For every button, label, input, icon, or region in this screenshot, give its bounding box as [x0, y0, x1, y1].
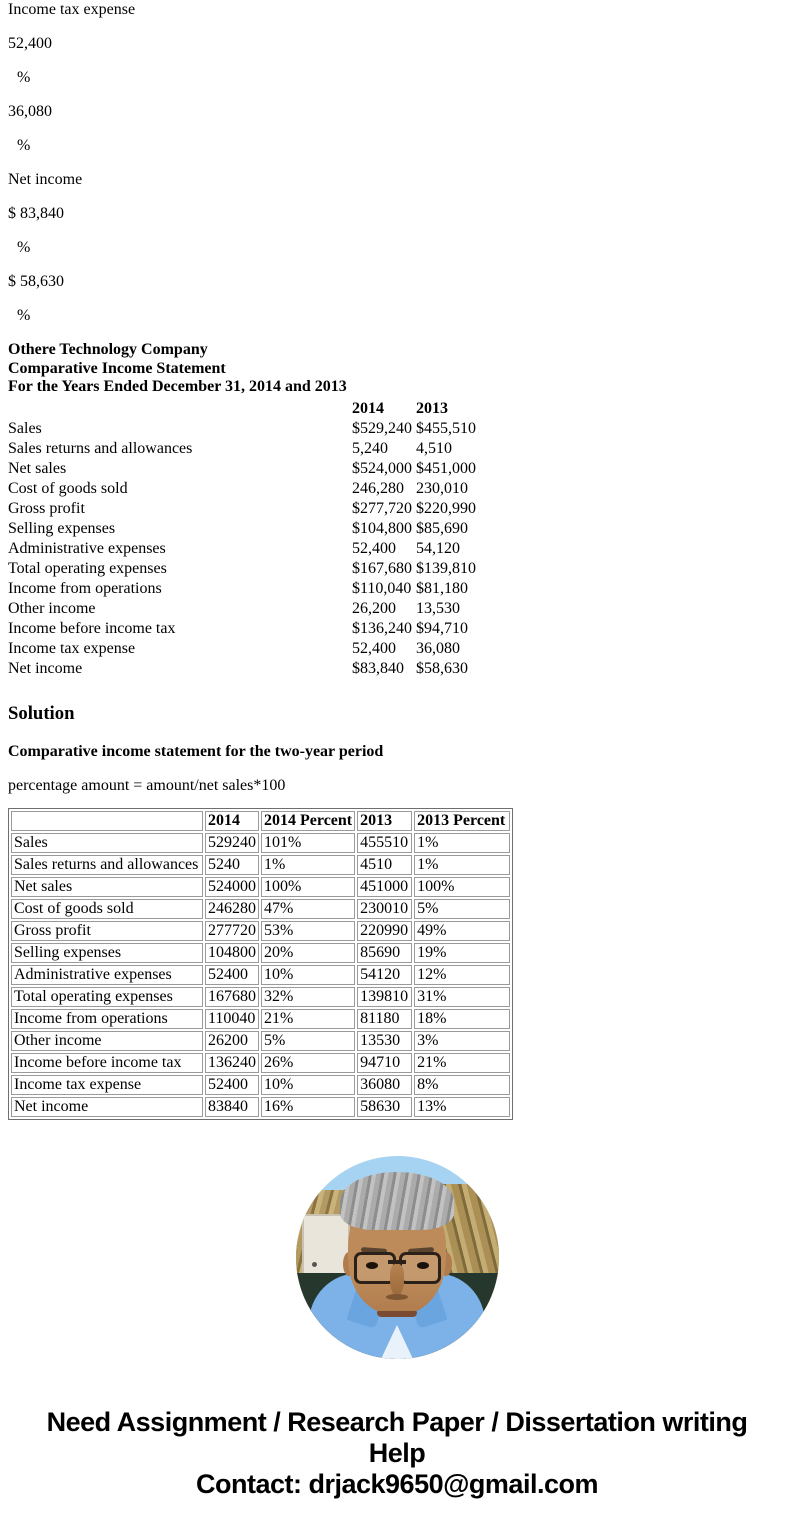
- statement-value-2013: $94,710: [416, 619, 468, 637]
- statement-value-2014: $136,240: [352, 619, 412, 637]
- comparative-header-2014-percent: 2014 Percent: [261, 811, 355, 831]
- comparative-value-2013: 54120: [357, 965, 412, 985]
- comparative-value-2014: 104800: [205, 943, 259, 963]
- comparative-value-2013: 81180: [357, 1009, 412, 1029]
- statement-row: [8, 659, 476, 679]
- statement-value-2013: 36,080: [416, 639, 460, 657]
- solution-heading: Solution: [8, 702, 75, 724]
- statement-row-label: Total operating expenses: [8, 559, 167, 577]
- statement-value-2014: $277,720: [352, 499, 412, 517]
- statement-value-2013: $58,630: [416, 659, 468, 677]
- comparative-table-row: [11, 1031, 510, 1051]
- comparative-row-label: Selling expenses: [11, 943, 203, 963]
- comparative-percent-2013: 21%: [414, 1053, 510, 1073]
- comparative-table-row: [11, 921, 510, 941]
- statement-header-row: [8, 399, 476, 419]
- comparative-table-row: [11, 899, 510, 919]
- comparative-value-2013: 94710: [357, 1053, 412, 1073]
- comparative-row-label: Cost of goods sold: [11, 899, 203, 919]
- statement-title: [8, 341, 786, 397]
- statement-row-label: Income from operations: [8, 579, 162, 597]
- comparative-table-row: [11, 877, 510, 897]
- statement-header-2014: 2014: [352, 399, 384, 417]
- comparative-percent-2014: 53%: [261, 921, 355, 941]
- comparative-value-2013: 58630: [357, 1097, 412, 1117]
- statement-value-2014: $110,040: [352, 579, 412, 597]
- comparative-percent-2014: 32%: [261, 987, 355, 1007]
- comparative-value-2014: 52400: [205, 1075, 259, 1095]
- footer-help-text: Need Assignment / Research Paper / Dissertation writing Help: [46, 1406, 748, 1468]
- photo-eye-right: [417, 1262, 429, 1269]
- statement-header-spacer: [8, 399, 352, 419]
- comparative-percent-2013: 19%: [414, 943, 510, 963]
- statement-title-line: Comparative Income Statement: [8, 359, 226, 377]
- comparative-value-2013: 85690: [357, 943, 412, 963]
- statement-value-2013: $85,690: [416, 519, 468, 537]
- comparative-value-2013: 220990: [357, 921, 412, 941]
- comparative-table-row: [11, 1075, 510, 1095]
- comparative-value-2014: 26200: [205, 1031, 259, 1051]
- statement-row: [8, 619, 476, 639]
- comparative-percent-2013: 31%: [414, 987, 510, 1007]
- comparative-row-label: Income tax expense: [11, 1075, 203, 1095]
- statement-value-2014: $83,840: [352, 659, 404, 677]
- comparative-header-2013-percent: 2013 Percent: [414, 811, 510, 831]
- comparative-percent-2013: 18%: [414, 1009, 510, 1029]
- document-line: $ 58,630: [8, 273, 64, 290]
- statement-row: [8, 599, 476, 619]
- comparative-header-2013: 2013: [357, 811, 412, 831]
- comparative-row-label: Sales returns and allowances: [11, 855, 203, 875]
- comparative-table-row: [11, 833, 510, 853]
- comparative-table-row: [11, 1053, 510, 1073]
- photo-nose: [390, 1264, 404, 1296]
- statement-value-2014: 52,400: [352, 639, 396, 657]
- statement-value-2013: 4,510: [416, 439, 452, 457]
- statement-value-2014: $104,800: [352, 519, 412, 537]
- comparative-value-2013: 139810: [357, 987, 412, 1007]
- comparative-row-label: Sales: [11, 833, 203, 853]
- comparative-percent-2013: 100%: [414, 877, 510, 897]
- comparative-table-row: [11, 855, 510, 875]
- comparative-percent-2013: 8%: [414, 1075, 510, 1095]
- comparative-percent-2014: 100%: [261, 877, 355, 897]
- statement-value-2013: $455,510: [416, 419, 476, 437]
- comparative-percent-2013: 1%: [414, 833, 510, 853]
- statement-row-label: Administrative expenses: [8, 539, 166, 557]
- top-values-block: [8, 1, 786, 325]
- comparative-percent-2013: 3%: [414, 1031, 510, 1051]
- statement-value-2014: 52,400: [352, 539, 396, 557]
- comparative-percent-2013: 12%: [414, 965, 510, 985]
- footer-ad-block: [25, 1407, 770, 1500]
- comparative-row-label: Income before income tax: [11, 1053, 203, 1073]
- comparative-table-row: [11, 965, 510, 985]
- comparative-row-label: Net income: [11, 1097, 203, 1117]
- comparative-table-row: [11, 987, 510, 1007]
- comparative-percent-2014: 1%: [261, 855, 355, 875]
- statement-value-2013: 54,120: [416, 539, 460, 557]
- comparative-row-label: Net sales: [11, 877, 203, 897]
- comparative-header-2014: 2014: [205, 811, 259, 831]
- comparative-percent-2013: 1%: [414, 855, 510, 875]
- statement-value-2014: $529,240: [352, 419, 412, 437]
- comparative-row-label: Gross profit: [11, 921, 203, 941]
- document-line: Net income: [8, 171, 83, 188]
- statement-value-2014: 26,200: [352, 599, 396, 617]
- comparative-value-2014: 83840: [205, 1097, 259, 1117]
- statement-row: [8, 539, 476, 559]
- tutor-photo-circle: [296, 1156, 499, 1359]
- comparative-value-2014: 5240: [205, 855, 259, 875]
- statement-row-label: Net income: [8, 659, 83, 677]
- comparative-table-row: [11, 1009, 510, 1029]
- comparative-value-2014: 52400: [205, 965, 259, 985]
- comparative-row-label: Income from operations: [11, 1009, 203, 1029]
- comparative-value-2014: 524000: [205, 877, 259, 897]
- comparative-value-2013: 230010: [357, 899, 412, 919]
- document-line: $ 83,840: [8, 205, 64, 222]
- comparative-table: [8, 808, 513, 1120]
- statement-row: [8, 499, 476, 519]
- statement-value-2013: $220,990: [416, 499, 476, 517]
- comparative-percent-2014: 10%: [261, 1075, 355, 1095]
- document-line: %: [17, 307, 31, 324]
- comparative-percent-2014: 21%: [261, 1009, 355, 1029]
- statement-row-label: Cost of goods sold: [8, 479, 128, 497]
- statement-title-line: Othere Technology Company: [8, 341, 208, 358]
- tutor-photo: [296, 1156, 499, 1359]
- comparative-value-2014: 529240: [205, 833, 259, 853]
- comparative-row-label: Total operating expenses: [11, 987, 203, 1007]
- statement-row: [8, 459, 476, 479]
- photo-mouth: [377, 1311, 417, 1317]
- statement-value-2013: $451,000: [416, 459, 476, 477]
- formula-text: percentage amount = amount/net sales*100: [8, 776, 286, 794]
- comparative-value-2013: 455510: [357, 833, 412, 853]
- statement-value-2014: $167,680: [352, 559, 412, 577]
- statement-value-2013: 230,010: [416, 479, 468, 497]
- statement-row: [8, 439, 476, 459]
- comparative-table-row: [11, 1097, 510, 1117]
- comparative-header-blank: [11, 811, 203, 831]
- statement-value-2013: $81,180: [416, 579, 468, 597]
- comparative-percent-2014: 20%: [261, 943, 355, 963]
- comparative-value-2014: 277720: [205, 921, 259, 941]
- statement-value-2014: 5,240: [352, 439, 388, 457]
- photo-undershirt: [381, 1325, 413, 1359]
- comparative-header-row: [11, 811, 510, 831]
- comparative-percent-2014: 47%: [261, 899, 355, 919]
- comparative-percent-2013: 13%: [414, 1097, 510, 1117]
- comparative-value-2013: 4510: [357, 855, 412, 875]
- document-line: %: [17, 137, 31, 154]
- statement-value-2014: $524,000: [352, 459, 412, 477]
- solution-subheading: Comparative income statement for the two-year period: [8, 742, 384, 760]
- document-line: %: [17, 239, 31, 256]
- statement-row-label: Gross profit: [8, 499, 85, 517]
- statement-row-label: Income tax expense: [8, 639, 136, 657]
- photo-eye-left: [366, 1262, 378, 1269]
- photo-hair: [340, 1172, 454, 1230]
- document-line: Income tax expense: [8, 1, 136, 18]
- document-line: 36,080: [8, 103, 52, 120]
- comparative-value-2014: 136240: [205, 1053, 259, 1073]
- statement-row: [8, 579, 476, 599]
- comparative-row-label: Administrative expenses: [11, 965, 203, 985]
- statement-title-line: For the Years Ended December 31, 2014 and 2013: [8, 378, 347, 395]
- comparative-value-2013: 451000: [357, 877, 412, 897]
- statement-row-label: Income before income tax: [8, 619, 176, 637]
- comparative-percent-2014: 5%: [261, 1031, 355, 1051]
- statement-row-label: Selling expenses: [8, 519, 116, 537]
- statement-row: [8, 519, 476, 539]
- statement-row: [8, 559, 476, 579]
- statement-header-2013: 2013: [416, 399, 448, 417]
- statement-row: [8, 639, 476, 659]
- photo-nostrils: [386, 1294, 408, 1300]
- document-line: %: [17, 69, 31, 86]
- comparative-value-2013: 13530: [357, 1031, 412, 1051]
- comparative-percent-2013: 5%: [414, 899, 510, 919]
- comparative-value-2013: 36080: [357, 1075, 412, 1095]
- footer-contact-text: Contact: drjack9650@gmail.com: [196, 1468, 598, 1499]
- statement-row: [8, 419, 476, 439]
- comparative-value-2014: 110040: [205, 1009, 259, 1029]
- comparative-percent-2014: 16%: [261, 1097, 355, 1117]
- comparative-table-row: [11, 943, 510, 963]
- comparative-percent-2014: 26%: [261, 1053, 355, 1073]
- statement-row-label: Sales returns and allowances: [8, 439, 193, 457]
- statement-row-label: Net sales: [8, 459, 67, 477]
- comparative-percent-2013: 49%: [414, 921, 510, 941]
- comparative-percent-2014: 101%: [261, 833, 355, 853]
- income-statement-table: [8, 399, 476, 679]
- comparative-row-label: Other income: [11, 1031, 203, 1051]
- statement-value-2013: $139,810: [416, 559, 476, 577]
- statement-value-2014: 246,280: [352, 479, 404, 497]
- comparative-value-2014: 167680: [205, 987, 259, 1007]
- statement-row-label: Other income: [8, 599, 96, 617]
- document-line: 52,400: [8, 35, 52, 52]
- statement-row-label: Sales: [8, 419, 42, 437]
- comparative-percent-2014: 10%: [261, 965, 355, 985]
- comparative-value-2014: 246280: [205, 899, 259, 919]
- statement-row: [8, 479, 476, 499]
- statement-value-2013: 13,530: [416, 599, 460, 617]
